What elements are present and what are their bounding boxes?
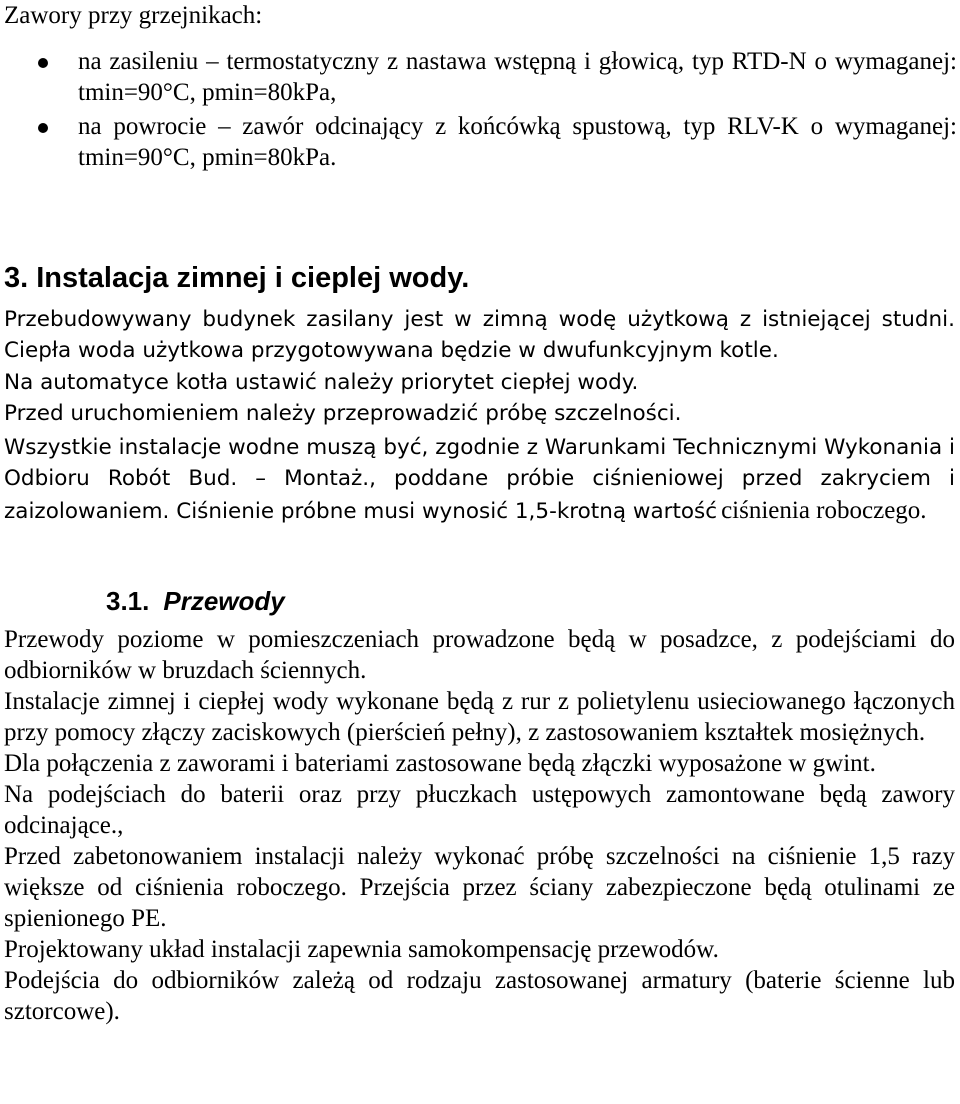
pressure-test-paragraph	[4, 432, 955, 527]
list-item-text: na powrocie – zawór odcinający z końcówką spustową, typ RLV-K o wymaganej: tmin=90°C, pmin=80kPa.	[78, 113, 957, 171]
paragraph	[4, 432, 955, 527]
list-item-text: na zasileniu – termostatyczny z nastawa wstępną i głowicą, typ RTD-N o wymaganej: tmin=90°C, pmin=80kPa,	[78, 48, 957, 106]
paragraph: Projektowany układ instalacji zapewnia samokompensację przewodów.	[4, 936, 719, 963]
paragraph: Przed zabetonowaniem instalacji należy wykonać próbę szczelności na ciśnienie 1,5 razy większe od ciśnienia roboczego. Przejścia przez ściany zabezpieczone będą otulinami ze spienionego PE.	[4, 843, 955, 932]
list-item	[0, 46, 957, 108]
paragraph: Dla połączenia z zaworami i bateriami zastosowane będą złączki wyposażone w gwint.	[4, 750, 876, 777]
paragraph-text-sans: Wszystkie instalacje wodne muszą być, zgodnie z Warunkami Technicznymi Wykonania i Odbioru Robót Bud. – Montaż., poddane próbie ciśnieniowej przed zakryciem i zaizolowaniem. Ciśnienie próbne musi wynosić 1,5-krotną wartość	[4, 435, 955, 524]
paragraph: Przewody poziome w pomieszczeniach prowadzone będą w posadzce, z podejściami do odbiorników w bruzdach ściennych.	[4, 626, 955, 684]
bullet-icon	[38, 123, 48, 133]
paragraph: Na podejściach do baterii oraz przy płuczkach ustępowych zamontowane będą zawory odcinające.,	[4, 781, 955, 839]
paragraph: Instalacje zimnej i ciepłej wody wykonane będą z rur z polietylenu usieciowanego łączonych przy pomocy złączy zaciskowych (pierścień pełny), z zastosowaniem kształtek mosiężnych.	[4, 688, 955, 746]
bullet-icon	[38, 58, 48, 68]
section-heading: 3. Instalacja zimnej i cieplej wody.	[4, 262, 470, 294]
pipes-body	[4, 624, 955, 1027]
paragraph-text-serif: ciśnienia roboczego.	[721, 496, 927, 524]
paragraph: Przebudowywany budynek zasilany jest w zimną wodę użytkową z istniejącej studni. Ciepła woda użytkowa przygotowywana będzie w dwufunkcyjnym kotle.	[4, 307, 955, 364]
paragraph: Na automatyce kotła ustawić należy priorytet ciepłej wody.	[4, 369, 639, 395]
valves-list	[0, 46, 957, 176]
subsection-title: Przewody	[163, 586, 285, 616]
paragraph: Przed uruchomieniem należy przeprowadzić próbę szczelności.	[4, 401, 682, 427]
list-item	[0, 111, 957, 173]
paragraph: Podejścia do odbiorników zależą od rodzaju zastosowanej armatury (baterie ścienne lub sztorcowe).	[4, 967, 955, 1025]
valves-heading: Zawory przy grzejnikach:	[4, 2, 263, 29]
subsection-number: 3.1.	[106, 586, 150, 616]
subsection-heading	[106, 584, 285, 618]
section-intro	[4, 304, 955, 430]
